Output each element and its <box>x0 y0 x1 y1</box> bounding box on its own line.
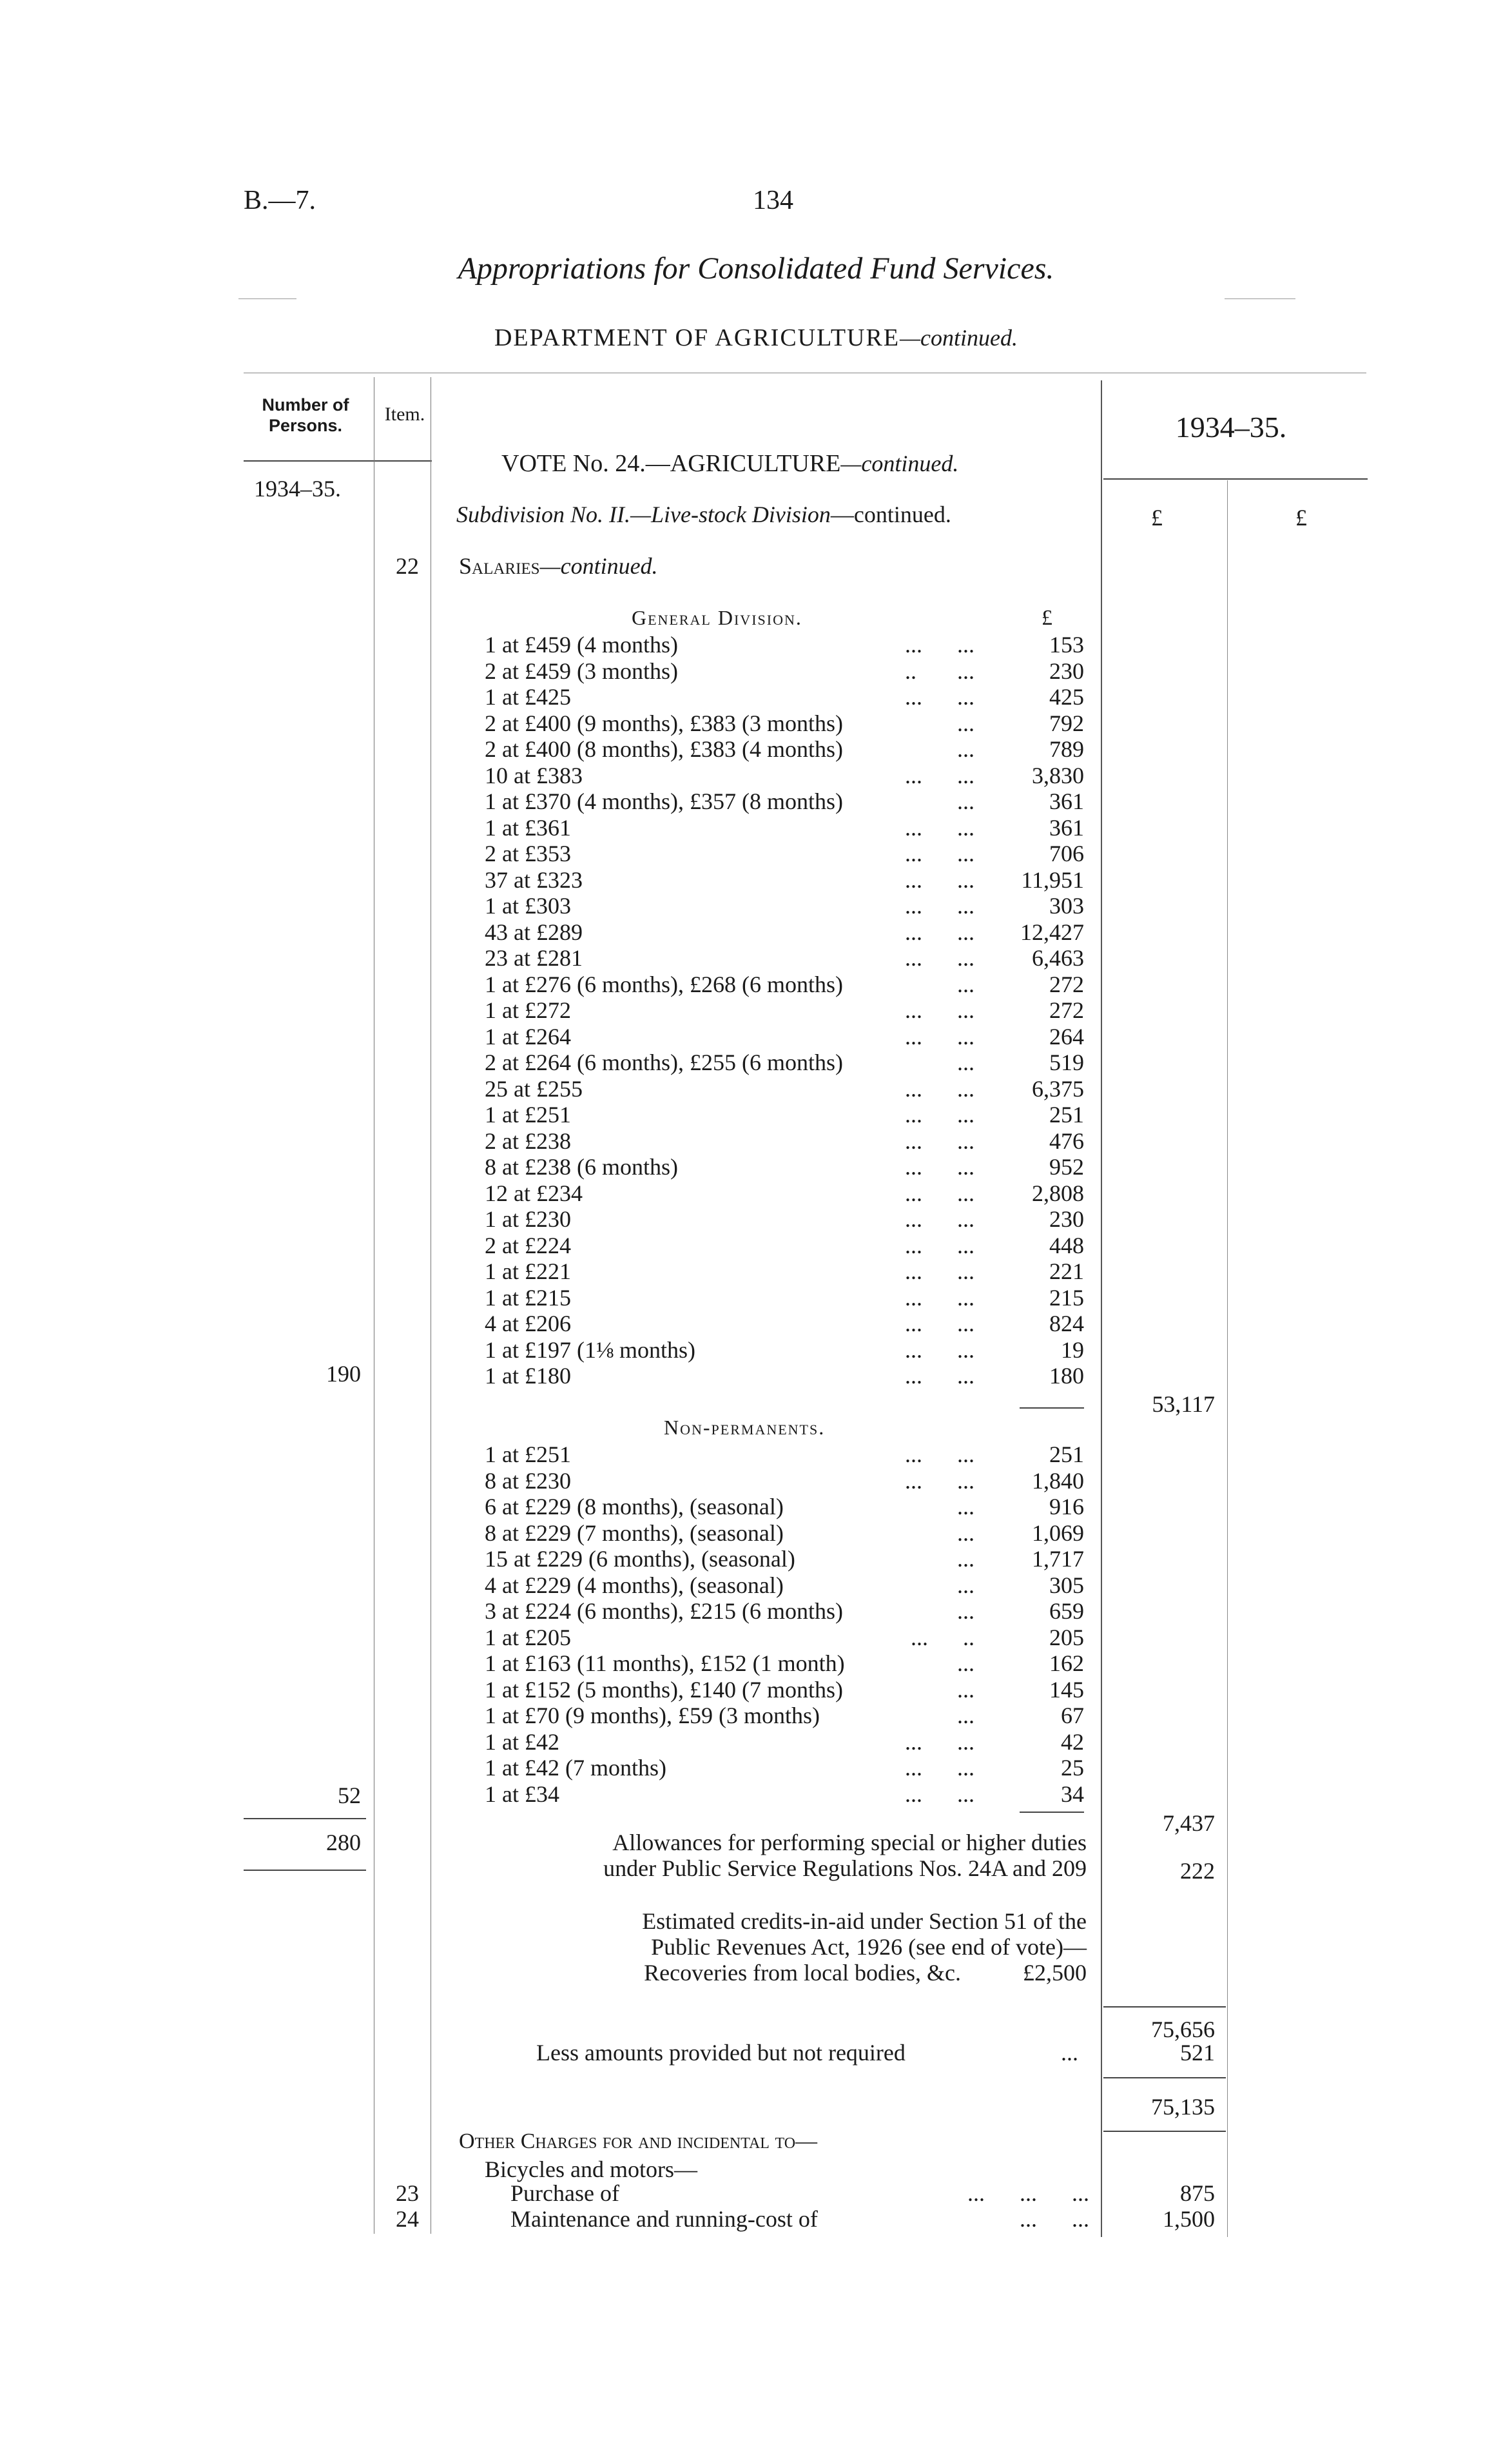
dot-leader: ... ... <box>905 1755 974 1781</box>
pound-sign-header: £ <box>1151 505 1163 531</box>
row-amount: 153 <box>1049 632 1084 658</box>
row-amount: 1,717 <box>1032 1546 1084 1572</box>
salaries-suffix: —continued. <box>539 553 658 579</box>
total-rule <box>1103 2131 1226 2132</box>
row-amount: 272 <box>1049 997 1084 1023</box>
subtotal-rule <box>1020 1812 1084 1813</box>
header-year: 1934–35. <box>1175 411 1287 444</box>
row-description: 1 at £361 <box>485 814 571 841</box>
dot-leader: ... ... <box>905 1363 974 1389</box>
row-amount: 952 <box>1049 1154 1084 1180</box>
row-description: 1 at £230 <box>485 1206 571 1232</box>
row-amount: 2,808 <box>1032 1180 1084 1206</box>
dot-leader: ... ... <box>905 1781 974 1807</box>
dot-leader: ... ... ... <box>967 2180 1089 2206</box>
section-heading-non-permanents: Non-permanents. <box>664 1416 826 1439</box>
table-row <box>485 1625 1084 1650</box>
dot-leader: ... ... <box>905 1128 974 1154</box>
dot-leader: ... .. <box>911 1624 974 1650</box>
pound-sign-column: £ <box>1042 606 1052 630</box>
row-amount: 162 <box>1049 1650 1084 1676</box>
table-row <box>485 658 1084 684</box>
charge-amount: 1,500 <box>1163 2206 1215 2232</box>
non-permanents-total: 7,437 <box>1163 1810 1215 1836</box>
dot-leader: ... <box>957 736 974 762</box>
row-description: 1 at £180 <box>485 1363 571 1389</box>
bicycles-and-motors-label: Bicycles and motors— <box>485 2156 697 2182</box>
table-row <box>485 893 1084 919</box>
table-row <box>485 972 1084 997</box>
row-amount: 272 <box>1049 971 1084 997</box>
table-row <box>485 632 1084 658</box>
less-amounts-value: 521 <box>1180 2040 1215 2066</box>
table-row <box>485 1154 1084 1180</box>
table-row <box>485 1337 1084 1363</box>
row-amount: 706 <box>1049 841 1084 866</box>
table-row <box>485 1206 1084 1232</box>
department-name: DEPARTMENT OF AGRICULTURE <box>494 324 900 351</box>
dot-leader: ... ... <box>905 997 974 1023</box>
header-item: Item. <box>384 404 425 425</box>
row-amount: 11,951 <box>1021 866 1084 893</box>
dot-leader: .. ... <box>905 658 974 684</box>
table-row <box>485 1520 1084 1546</box>
credits-line-1: Estimated credits-in-aid under Section 51 of the <box>642 1908 1087 1934</box>
dot-leader: ... ... <box>905 1023 974 1050</box>
column-rule <box>1227 480 1228 2237</box>
row-description: 1 at £276 (6 months), £268 (6 months) <box>485 971 843 997</box>
total-rule <box>1103 2077 1226 2078</box>
row-amount: 251 <box>1049 1441 1084 1467</box>
row-description: 1 at £70 (9 months), £59 (3 months) <box>485 1703 820 1728</box>
charge-description: Purchase of <box>510 2180 619 2206</box>
table-row <box>485 1233 1084 1258</box>
row-description: 1 at £197 (1⅛ months) <box>485 1336 695 1363</box>
dot-leader: ... <box>957 1650 974 1676</box>
dot-leader: ... ... <box>905 866 974 893</box>
row-amount: 519 <box>1049 1050 1084 1075</box>
row-description: 23 at £281 <box>485 945 583 971</box>
dot-leader: ... ... <box>905 1154 974 1180</box>
general-division-total: 53,117 <box>1152 1391 1215 1417</box>
table-row <box>485 1076 1084 1102</box>
allowances-text <box>477 1830 1087 1881</box>
table-row <box>485 1546 1084 1572</box>
row-amount: 303 <box>1049 893 1084 919</box>
dot-leader: ... <box>957 1050 974 1075</box>
item-number: 23 <box>396 2180 419 2206</box>
row-amount: 145 <box>1049 1676 1084 1703</box>
dot-leader: ... ... <box>905 841 974 866</box>
persons-count-general: 190 <box>326 1361 361 1387</box>
vote-heading <box>501 451 958 476</box>
allowances-amount: 222 <box>1180 1858 1215 1884</box>
table-row <box>485 1258 1084 1284</box>
row-description: 1 at £215 <box>485 1284 571 1311</box>
subdivision-suffix: —continued. <box>830 502 951 527</box>
table-row <box>485 684 1084 710</box>
persons-total: 280 <box>326 1830 361 1855</box>
dot-leader: ... ... <box>905 1311 974 1336</box>
item-number: 24 <box>396 2206 419 2232</box>
dot-leader: ... ... <box>905 1284 974 1311</box>
row-description: 8 at £229 (7 months), (seasonal) <box>485 1519 784 1546</box>
table-row <box>485 1755 1084 1781</box>
row-description: 4 at £206 <box>485 1311 571 1336</box>
charge-description: Maintenance and running-cost of <box>510 2206 818 2232</box>
persons-total-rule <box>244 1870 366 1871</box>
table-row <box>485 1781 1084 1807</box>
row-description: 1 at £459 (4 months) <box>485 632 678 658</box>
table-row <box>485 841 1084 866</box>
row-description: 2 at £400 (9 months), £383 (3 months) <box>485 710 843 736</box>
row-description: 1 at £42 <box>485 1728 559 1755</box>
dot-leader: ... <box>957 710 974 736</box>
row-amount: 34 <box>1061 1781 1084 1807</box>
row-description: 3 at £224 (6 months), £215 (6 months) <box>485 1598 843 1624</box>
dot-leader: ... ... <box>905 1102 974 1128</box>
dot-leader: ... ... <box>905 1232 974 1258</box>
table-row <box>485 1311 1084 1336</box>
dot-leader: ... ... <box>905 1180 974 1206</box>
header-rule-left <box>244 460 432 462</box>
dot-leader: ... ... <box>905 945 974 971</box>
row-description: 37 at £323 <box>485 866 583 893</box>
persons-total-rule <box>244 1818 366 1819</box>
row-amount: 476 <box>1049 1128 1084 1154</box>
row-amount: 1,069 <box>1032 1519 1084 1546</box>
row-amount: 215 <box>1049 1284 1084 1311</box>
row-description: 8 at £230 <box>485 1467 571 1494</box>
row-amount: 659 <box>1049 1598 1084 1624</box>
subtotal-rule <box>1020 1407 1084 1409</box>
row-description: 1 at £272 <box>485 997 571 1023</box>
dot-leader: ... ... <box>905 893 974 919</box>
dot-leader: ... <box>957 1598 974 1624</box>
table-row <box>485 1650 1084 1676</box>
dot-leader: ... <box>957 788 974 814</box>
department-heading <box>0 326 1512 350</box>
row-amount: 230 <box>1049 658 1084 684</box>
row-description: 1 at £303 <box>485 893 571 919</box>
table-row <box>485 1128 1084 1154</box>
dot-leader: ... ... <box>905 1467 974 1494</box>
row-description: 1 at £251 <box>485 1441 571 1467</box>
row-amount: 19 <box>1061 1336 1084 1363</box>
row-amount: 361 <box>1049 814 1084 841</box>
dot-leader: ... <box>957 1546 974 1572</box>
row-description: 25 at £255 <box>485 1075 583 1102</box>
table-row <box>485 1050 1084 1075</box>
other-charges-label: Other Charges for and incidental to— <box>459 2129 818 2153</box>
row-amount: 1,840 <box>1032 1467 1084 1494</box>
row-amount: 425 <box>1049 684 1084 710</box>
row-description: 1 at £34 <box>485 1781 559 1807</box>
row-amount: 789 <box>1049 736 1084 762</box>
row-amount: 448 <box>1049 1232 1084 1258</box>
row-description: 2 at £264 (6 months), £255 (6 months) <box>485 1050 843 1075</box>
row-amount: 6,375 <box>1032 1075 1084 1102</box>
header-number-of-persons: Number of Persons. <box>262 395 349 436</box>
table-row <box>485 1180 1084 1206</box>
dot-leader: ... ... <box>1020 2206 1089 2232</box>
table-row <box>485 1441 1084 1467</box>
vote-title: VOTE No. 24.—AGRICULTURE <box>501 450 841 477</box>
allowances-line-2: under Public Service Regulations Nos. 24A and 209 <box>603 1855 1087 1881</box>
row-description: 2 at £400 (8 months), £383 (4 months) <box>485 736 843 762</box>
vote-suffix: —continued. <box>840 451 959 476</box>
row-amount: 251 <box>1049 1102 1084 1128</box>
net-total-amount: 75,135 <box>1151 2094 1215 2120</box>
row-amount: 42 <box>1061 1728 1084 1755</box>
row-description: 10 at £383 <box>485 762 583 788</box>
dot-leader: ... ... <box>905 762 974 788</box>
row-amount: 916 <box>1049 1494 1084 1519</box>
table-row <box>485 1285 1084 1311</box>
table-row <box>485 1703 1084 1728</box>
row-description: 2 at £224 <box>485 1232 571 1258</box>
credits-line-3: Recoveries from local bodies, &c. £2,500 <box>644 1960 1087 1986</box>
row-description: 12 at £234 <box>485 1180 583 1206</box>
row-description: 15 at £229 (6 months), (seasonal) <box>485 1546 795 1572</box>
credits-amount: £2,500 <box>1023 1960 1087 1986</box>
total-rule <box>1103 2006 1226 2008</box>
table-row <box>485 867 1084 893</box>
dot-leader: ... <box>957 971 974 997</box>
table-row <box>485 788 1084 814</box>
divider <box>238 298 296 299</box>
pound-sign-header: £ <box>1295 505 1307 531</box>
dot-leader: ... ... <box>905 1728 974 1755</box>
row-description: 1 at £152 (5 months), £140 (7 months) <box>485 1676 843 1703</box>
page-title: Appropriations for Consolidated Fund Services. <box>458 251 1054 286</box>
table-row <box>485 1677 1084 1703</box>
row-amount: 264 <box>1049 1023 1084 1050</box>
table-row <box>485 1024 1084 1050</box>
row-description: 1 at £251 <box>485 1102 571 1128</box>
table-row <box>485 997 1084 1023</box>
dot-leader: ... ... <box>905 684 974 710</box>
table-row <box>485 945 1084 971</box>
table-row <box>485 1572 1084 1598</box>
table-row <box>485 1494 1084 1519</box>
row-amount: 221 <box>1049 1258 1084 1284</box>
row-description: 1 at £370 (4 months), £357 (8 months) <box>485 788 843 814</box>
row-description: 1 at £42 (7 months) <box>485 1755 666 1781</box>
table-row <box>485 763 1084 788</box>
table-row <box>485 1729 1084 1755</box>
row-description: 2 at £459 (3 months) <box>485 658 678 684</box>
row-amount: 67 <box>1061 1703 1084 1728</box>
dot-leader: ... <box>957 1676 974 1703</box>
row-description: 6 at £229 (8 months), (seasonal) <box>485 1494 784 1519</box>
salaries-heading <box>459 554 658 578</box>
department-suffix: —continued. <box>900 325 1018 351</box>
salaries-label: Salaries <box>459 553 540 579</box>
row-amount: 180 <box>1049 1363 1084 1389</box>
row-description: 1 at £205 <box>485 1624 571 1650</box>
page-reference: B.—7. <box>244 186 316 215</box>
table-row <box>485 1598 1084 1624</box>
dot-leader: ... ... <box>905 1206 974 1232</box>
dot-leader: ... ... <box>905 1441 974 1467</box>
charge-amount: 875 <box>1180 2180 1215 2206</box>
row-description: 2 at £353 <box>485 841 571 866</box>
table-row <box>485 1102 1084 1128</box>
row-description: 8 at £238 (6 months) <box>485 1154 678 1180</box>
credits-in-aid-text <box>516 1908 1087 1986</box>
dot-leader: ... ... <box>905 1258 974 1284</box>
table-row <box>485 815 1084 841</box>
credits-line-2: Public Revenues Act, 1926 (see end of vote)— <box>651 1934 1087 1960</box>
header-rule-right <box>1103 478 1368 480</box>
subtotal-amount: 75,656 <box>1151 2017 1215 2042</box>
row-description: 1 at £425 <box>485 684 571 710</box>
column-rule <box>1101 380 1102 2237</box>
section-heading-general-division: General Division. <box>632 606 802 629</box>
row-description: 1 at £221 <box>485 1258 571 1284</box>
less-amounts-label: Less amounts provided but not required <box>536 2040 906 2066</box>
row-amount: 361 <box>1049 788 1084 814</box>
row-amount: 6,463 <box>1032 945 1084 971</box>
year-left-column: 1934–35. <box>254 476 341 502</box>
page-number: 134 <box>753 186 793 215</box>
dot-leader: ... ... <box>905 919 974 945</box>
table-row <box>485 919 1084 945</box>
dot-leader: ... ... <box>905 1336 974 1363</box>
dot-leader: ... <box>957 1519 974 1546</box>
subdivision-label: Subdivision No. II.—Live-stock Division <box>456 502 831 527</box>
row-amount: 305 <box>1049 1572 1084 1598</box>
dot-leader: ... ... <box>905 1075 974 1102</box>
allowances-line-1: Allowances for performing special or higher duties <box>612 1830 1087 1855</box>
table-row <box>485 710 1084 736</box>
row-description: 2 at £238 <box>485 1128 571 1154</box>
row-description: 4 at £229 (4 months), (seasonal) <box>485 1572 784 1598</box>
row-amount: 25 <box>1061 1755 1084 1781</box>
row-amount: 824 <box>1049 1311 1084 1336</box>
dot-leader: ... <box>957 1572 974 1598</box>
dot-leader: ... ... <box>905 814 974 841</box>
table-row <box>485 1363 1084 1389</box>
dot-leader: ... <box>957 1703 974 1728</box>
divider <box>1225 298 1295 299</box>
row-description: 43 at £289 <box>485 919 583 945</box>
row-description: 1 at £163 (11 months), £152 (1 month) <box>485 1650 845 1676</box>
other-charges-heading <box>459 2131 817 2153</box>
table-row <box>485 1468 1084 1494</box>
row-description: 1 at £264 <box>485 1023 571 1050</box>
row-amount: 230 <box>1049 1206 1084 1232</box>
row-amount: 205 <box>1049 1624 1084 1650</box>
row-amount: 12,427 <box>1020 919 1084 945</box>
row-amount: 792 <box>1049 710 1084 736</box>
dot-leader: ... <box>957 1494 974 1519</box>
dot-leader: ... <box>1061 2040 1078 2066</box>
subdivision-heading <box>456 503 951 526</box>
item-number: 22 <box>396 553 419 579</box>
row-amount: 3,830 <box>1032 762 1084 788</box>
dot-leader: ... ... <box>905 632 974 658</box>
persons-count-non-permanents: 52 <box>338 1783 361 1808</box>
table-row <box>485 736 1084 762</box>
